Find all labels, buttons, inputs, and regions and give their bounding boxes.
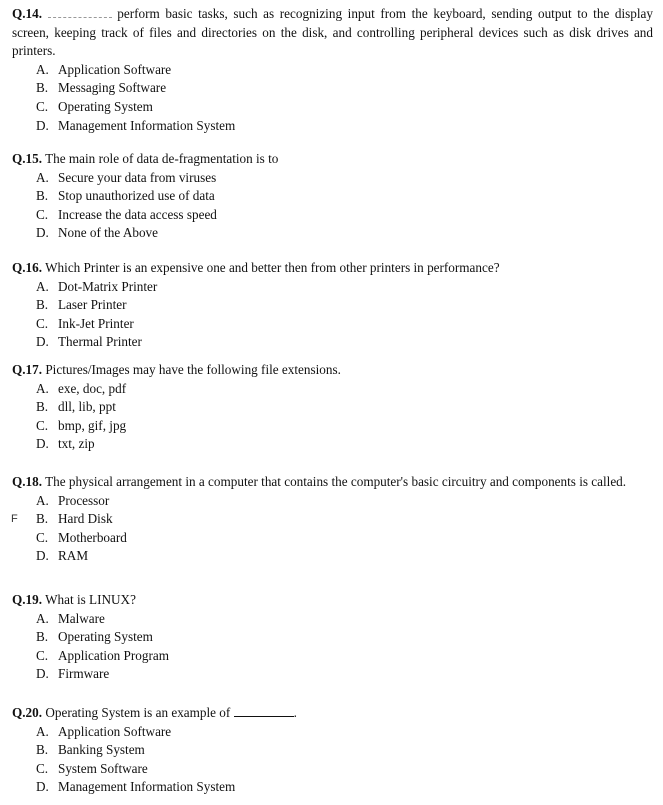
question-stem [12,150,653,169]
option-text: Banking System [58,742,145,758]
question-number: Q.15. [12,151,43,166]
option [12,647,653,666]
question-text: Which Printer is an expensive one and better then from other printers in performance? [45,260,500,275]
option [12,224,653,243]
option-letter: A. [36,380,49,396]
option-text: Management Information System [58,779,236,795]
option-text: RAM [58,548,89,564]
option-text: Laser Printer [58,297,127,313]
option-text: bmp, gif, jpg [58,417,127,433]
option-letter: C. [36,760,49,776]
question-text: perform basic tasks, such as recognizing input from the keyboard, sending output to the display screen, keeping track of files and directories on the disk, and controlling peripheral devices such as disk drives and printers. [12,6,654,59]
option-letter: D. [36,666,49,682]
question-15 [12,150,653,243]
option-letter: D. [36,334,49,350]
option-letter: C. [36,417,49,433]
option-text: Application Program [58,647,169,663]
option-text: exe, doc, pdf [58,380,127,396]
option-text: Stop unauthorized use of data [58,188,215,204]
option-letter: B. [36,511,49,527]
blank [48,7,112,18]
option-letter: D. [36,548,49,564]
blank [234,706,294,717]
option-letter: C. [36,206,49,222]
option-letter: B. [36,188,49,204]
option [12,741,653,760]
option-text: Firmware [58,666,110,682]
option [12,278,653,297]
option [12,333,653,352]
option-letter: D. [36,779,49,795]
option [12,778,653,797]
question-20 [12,704,653,797]
option [12,723,653,742]
question-number: Q.19. [12,592,43,607]
option-text: dll, lib, ppt [58,399,116,415]
question-16 [12,259,653,352]
option-text: Operating System [58,98,153,114]
question-stem [12,591,653,610]
option-letter: A. [36,278,49,294]
option [12,628,653,647]
option-letter: D. [36,225,49,241]
option-text: Processor [58,492,110,508]
option [12,435,653,454]
question-number: Q.14. [12,6,43,21]
option-text: None of the Above [58,225,158,241]
option [12,610,653,629]
option [12,492,653,511]
option-text: txt, zip [58,436,95,452]
option-text: System Software [58,760,148,776]
option [12,665,653,684]
option-letter: C. [36,529,49,545]
option [12,510,653,529]
option-letter: B. [36,297,49,313]
option-text: Malware [58,610,105,626]
option-letter: C. [36,98,49,114]
option-text: Application Software [58,61,172,77]
option-text: Thermal Printer [58,334,142,350]
option-letter: B. [36,399,49,415]
option [12,98,653,117]
option-letter: B. [36,80,49,96]
question-number: Q.17. [12,362,43,377]
option [12,315,653,334]
option-letter: D. [36,117,49,133]
question-stem [12,704,653,723]
option [12,296,653,315]
option [12,398,653,417]
option-letter: A. [36,61,49,77]
option-text: Secure your data from viruses [58,169,217,185]
question-text: Pictures/Images may have the following file extensions. [45,362,341,377]
question-number: Q.16. [12,260,43,275]
option [12,417,653,436]
option-letter: A. [36,492,49,508]
option-text: Hard Disk [58,511,113,527]
option-text: Motherboard [58,529,127,545]
question-14 [12,5,653,135]
option-text: Ink-Jet Printer [58,315,134,331]
option [12,547,653,566]
question-number: Q.20. [12,705,43,720]
question-18 [12,473,653,566]
option-letter: C. [36,647,49,663]
option-text: Operating System [58,629,153,645]
question-stem [12,5,653,61]
option [12,529,653,548]
margin-mark: F [11,513,18,526]
option [12,79,653,98]
option-letter: A. [36,169,49,185]
option-letter: D. [36,436,49,452]
question-text: What is LINUX? [45,592,136,607]
question-number: Q.18. [12,474,43,489]
question-text: The physical arrangement in a computer that contains the computer's basic circuitry and components is called. [45,474,627,489]
option [12,206,653,225]
option [12,760,653,779]
option-letter: B. [36,629,49,645]
option [12,380,653,399]
question-stem [12,361,653,380]
option-text: Increase the data access speed [58,206,217,222]
option-text: Dot-Matrix Printer [58,278,158,294]
option [12,187,653,206]
question-stem [12,259,653,278]
option-letter: C. [36,315,49,331]
option-letter: A. [36,610,49,626]
question-text: The main role of data de-fragmentation is to [45,151,279,166]
question-17 [12,361,653,454]
question-19 [12,591,653,684]
option [12,169,653,188]
option [12,117,653,136]
question-text: Operating System is an example of [45,705,231,720]
option [12,61,653,80]
option-letter: A. [36,723,49,739]
question-stem [12,473,653,492]
option-text: Management Information System [58,117,236,133]
option-text: Messaging Software [58,80,167,96]
option-letter: B. [36,742,49,758]
question-text-end: . [293,705,297,720]
option-text: Application Software [58,723,172,739]
